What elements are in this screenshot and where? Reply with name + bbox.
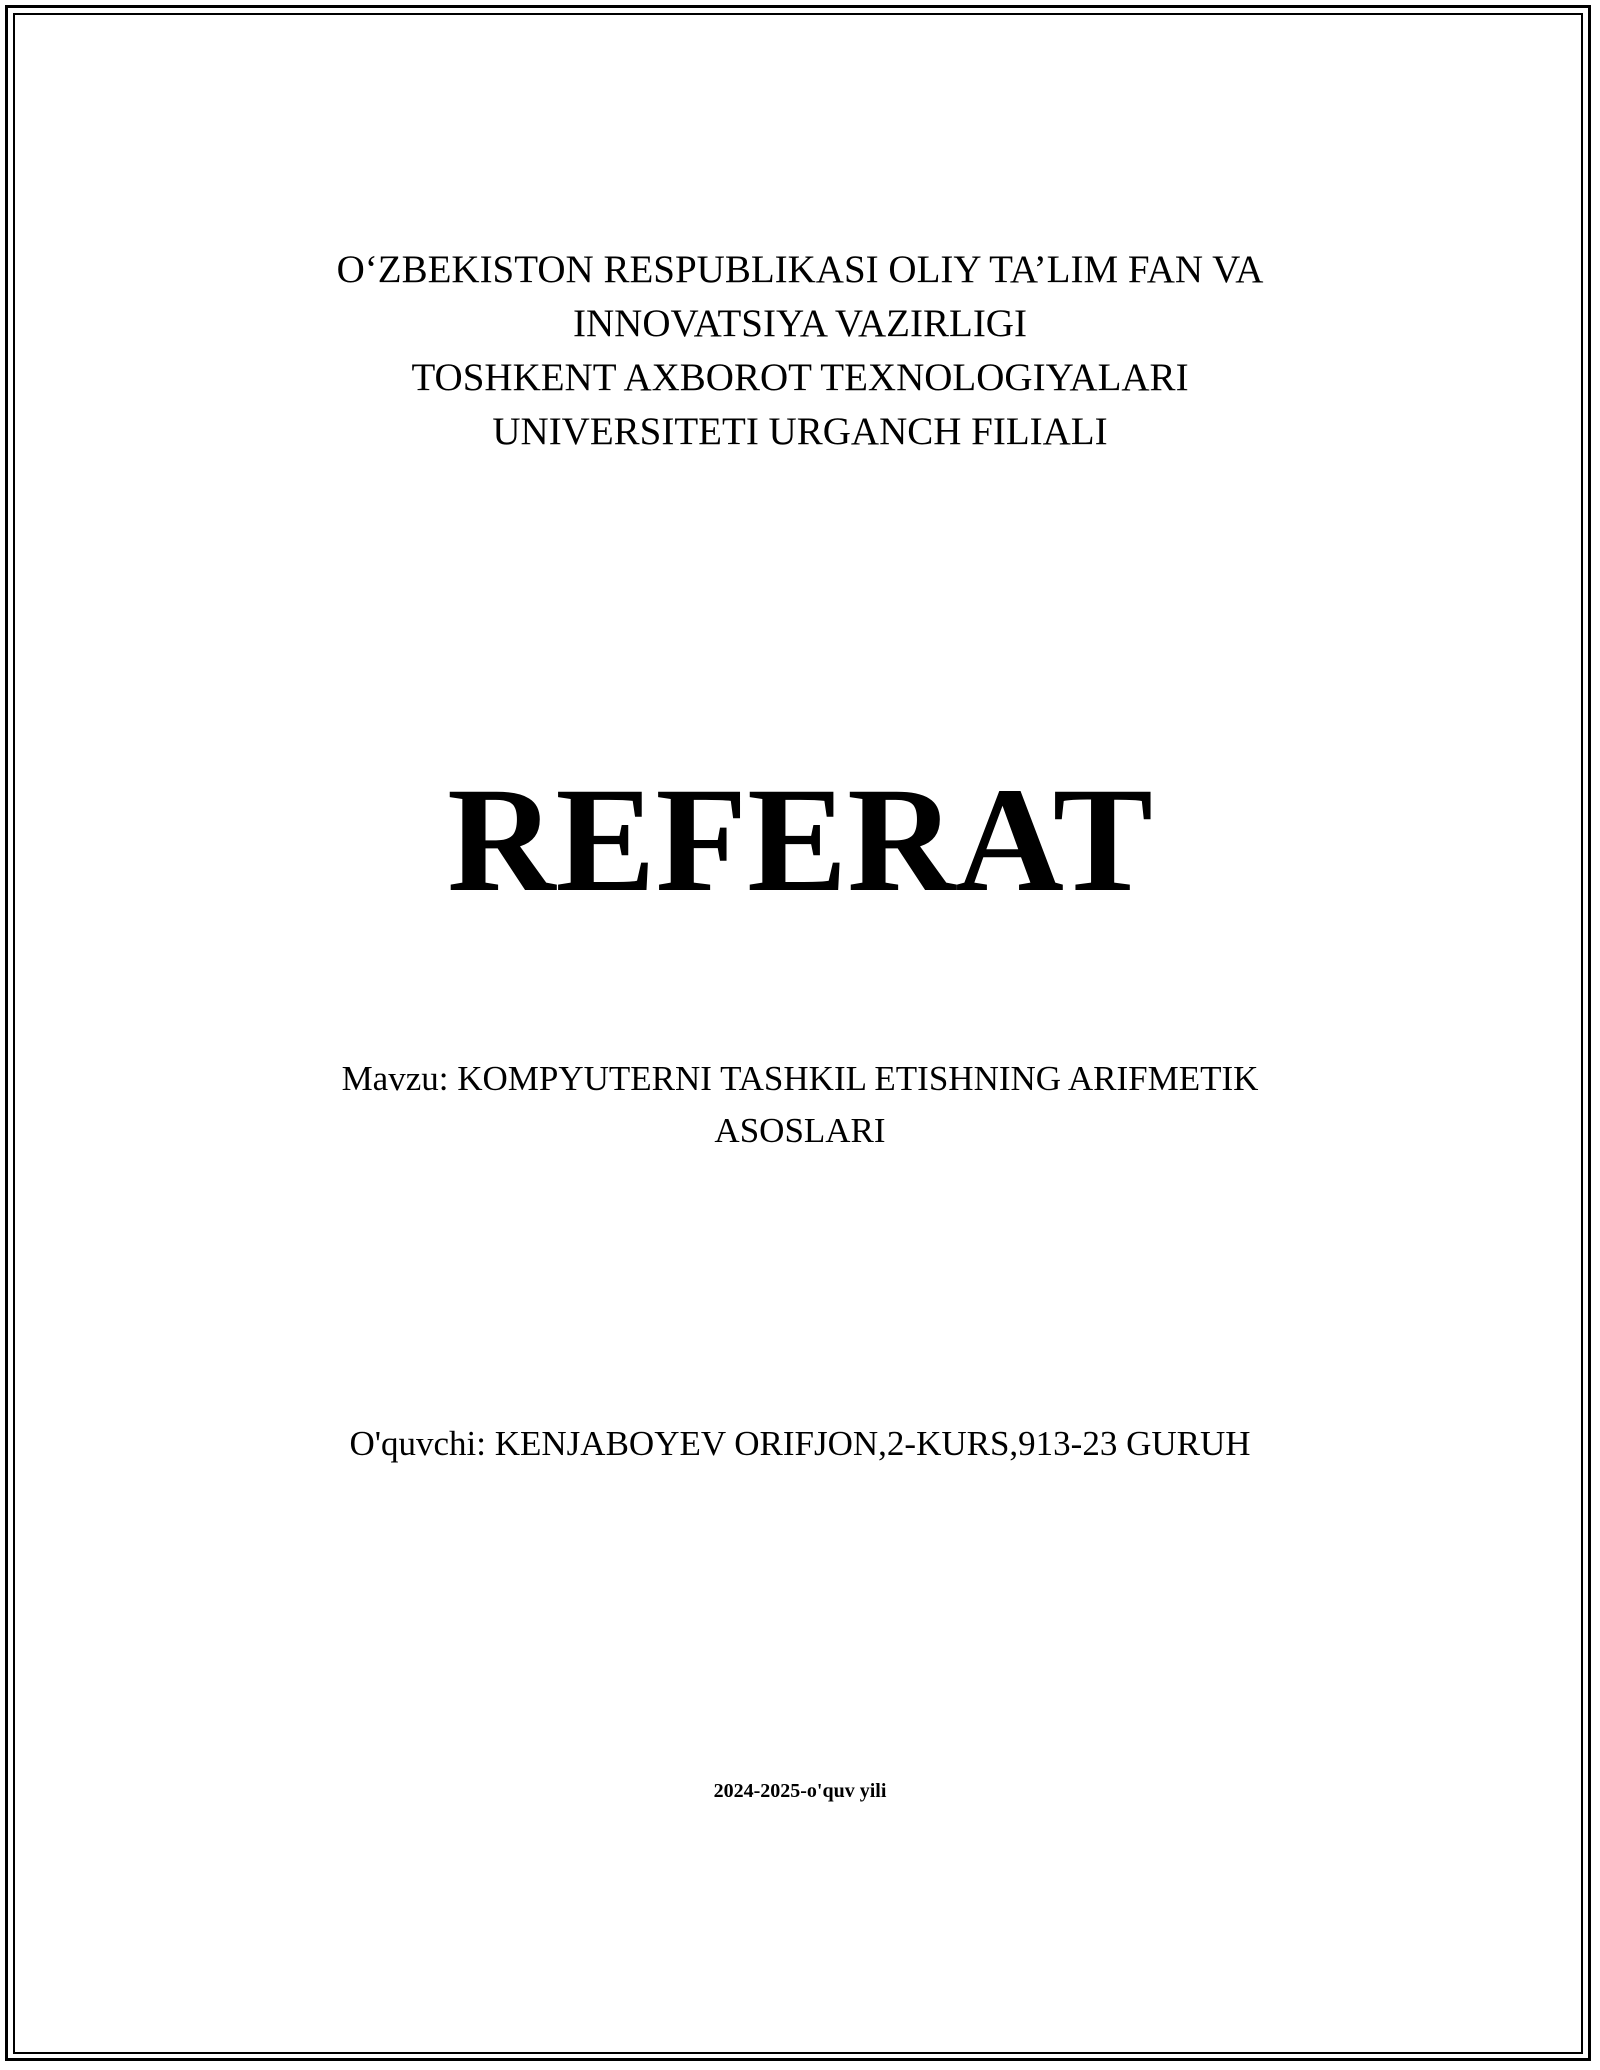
header-line-4: UNIVERSITETI URGANCH FILIALI [492,410,1108,453]
header-line-1: O‘ZBEKISTON RESPUBLIKASI OLIY TA’LIM FAN VA [336,248,1264,291]
topic-block [0,1053,1600,1157]
header-line-2: INNOVATSIYA VAZIRLIGI [573,302,1027,345]
topic-line-1: Mavzu: KOMPYUTERNI TASHKIL ETISHNING ARIFMETIK [341,1059,1259,1098]
header-line-3: TOSHKENT AXBOROT TEXNOLOGIYALARI [411,356,1189,399]
topic-line-2: ASOSLARI [714,1111,886,1150]
academic-year: 2024-2025-o'quv yili [713,1780,887,1802]
student-info: O'quvchi: KENJABOYEV ORIFJON,2-KURS,913-23 GURUH [349,1424,1251,1463]
document-title: REFERAT [447,757,1153,923]
institution-header [0,243,1600,459]
